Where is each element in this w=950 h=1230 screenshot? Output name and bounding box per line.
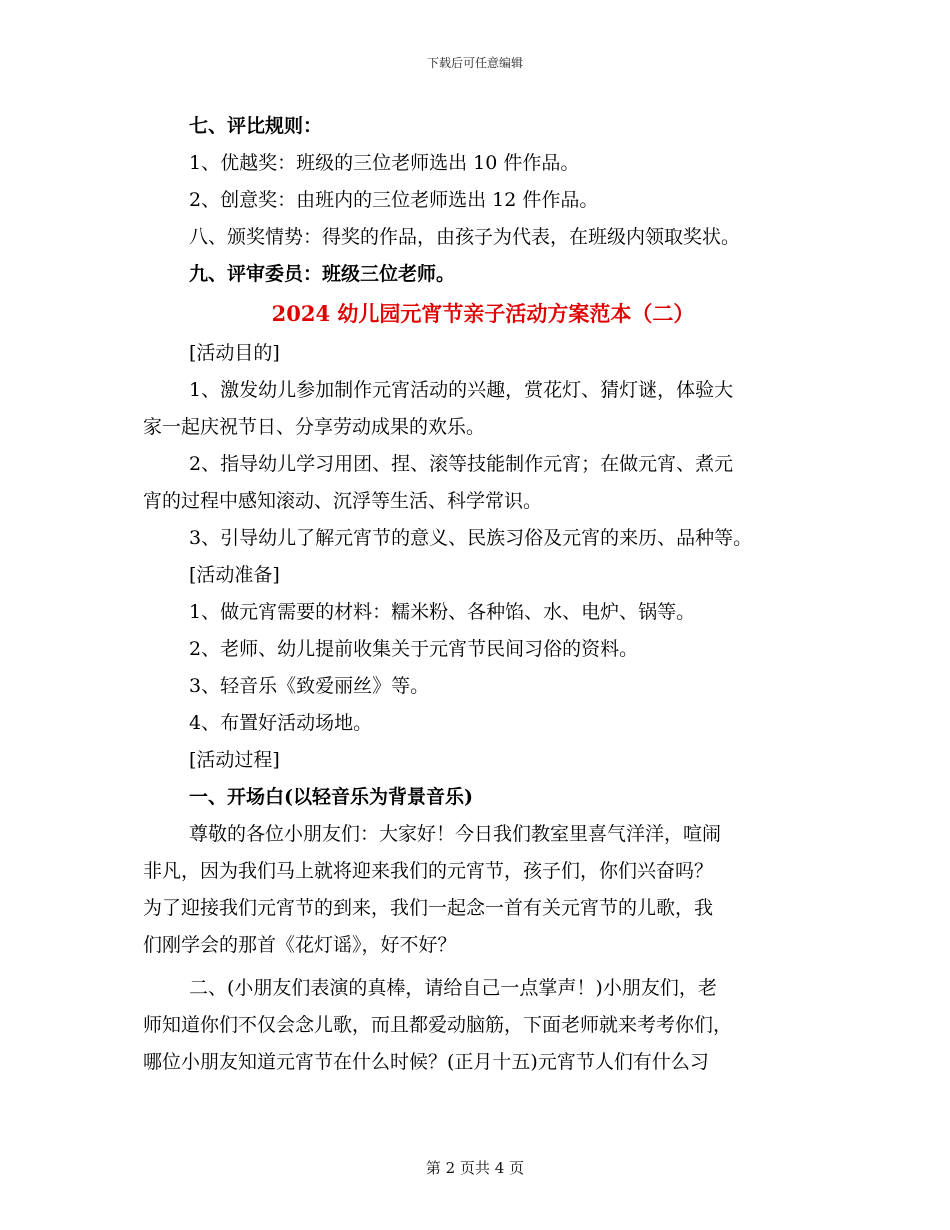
goal-3: 3、引导幼儿了解元宵节的意义、民族习俗及元宵的来历、品种等。 <box>189 527 753 549</box>
page-footer: 第 2 页共 4 页 <box>425 1159 525 1177</box>
goal-2-line-2: 宵的过程中感知滚动、沉浮等生活、科学常识。 <box>143 490 543 512</box>
step-1-heading: 一、开场白(以轻音乐为背景音乐) <box>189 786 473 808</box>
prep-item-1: 1、做元宵需要的材料：糯米粉、各种馅、水、电炉、锅等。 <box>189 601 696 623</box>
prep-item-2: 2、老师、幼儿提前收集关于元宵节民间习俗的资料。 <box>189 638 639 660</box>
rule-item-2: 2、创意奖：由班内的三位老师选出 12 件作品。 <box>189 189 599 211</box>
step-2-line-2: 师知道你们不仅会念儿歌，而且都爱动脑筋，下面老师就来考考你们， <box>143 1014 733 1036</box>
goal-1-line-2: 家一起庆祝节日、分享劳动成果的欢乐。 <box>143 416 486 438</box>
document-title: 2024 幼儿园元宵节亲子活动方案范本（二） <box>271 301 695 326</box>
rule-item-1: 1、优越奖：班级的三位老师选出 10 件作品。 <box>189 152 580 174</box>
step-1-line-4: 们刚学会的那首《花灯谣》，好不好？ <box>143 934 457 956</box>
goals-label: [活动目的] <box>189 342 280 364</box>
goal-1-line-1: 1、激发幼儿参加制作元宵活动的兴趣，赏花灯、猜灯谜，体验大 <box>189 379 734 401</box>
step-1-line-2: 非凡，因为我们马上就将迎来我们的元宵节，孩子们，你们兴奋吗？ <box>143 860 714 882</box>
prep-label: [活动准备] <box>189 564 280 586</box>
step-2-line-1: 二、(小朋友们表演的真棒，请给自己一点掌声！)小朋友们，老 <box>189 977 717 999</box>
page-header: 下载后可任意编辑 <box>426 56 523 70</box>
process-label: [活动过程] <box>189 749 280 771</box>
goal-2-line-1: 2、指导幼儿学习用团、捏、滚等技能制作元宵；在做元宵、煮元 <box>189 453 734 475</box>
step-1-line-3: 为了迎接我们元宵节的到来，我们一起念一首有关元宵节的儿歌，我 <box>143 897 714 919</box>
prep-item-3: 3、轻音乐《致爱丽丝》等。 <box>189 675 430 697</box>
prep-item-4: 4、布置好活动场地。 <box>189 712 373 734</box>
document-body <box>143 108 823 1081</box>
step-2-line-3: 哪位小朋友知道元宵节在什么时候？(正月十五)元宵节人们有什么习 <box>143 1051 709 1073</box>
jury-line: 九、评审委员：班级三位老师。 <box>189 263 456 285</box>
award-line: 八、颁奖情势：得奖的作品，由孩子为代表，在班级内领取奖状。 <box>189 226 741 248</box>
step-1-line-1: 尊敬的各位小朋友们：大家好！今日我们教室里喜气洋洋，喧闹 <box>189 823 722 845</box>
section-heading-rules: 七、评比规则： <box>189 115 323 137</box>
